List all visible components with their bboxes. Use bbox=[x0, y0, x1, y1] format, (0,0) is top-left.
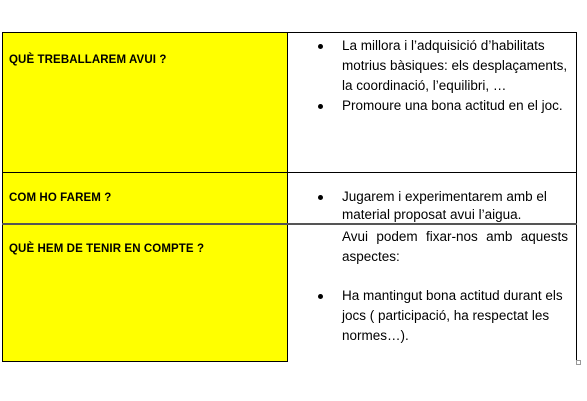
table-resize-handle[interactable] bbox=[576, 360, 581, 365]
bullet-list bbox=[288, 286, 576, 346]
row-label-cell bbox=[2, 33, 288, 172]
intro-text: Avui podem fixar-nos amb aquests aspectes: bbox=[342, 229, 568, 264]
bullet-list bbox=[288, 188, 576, 224]
table-row bbox=[2, 225, 577, 362]
bullet-icon bbox=[318, 294, 323, 299]
bullet-icon bbox=[318, 104, 323, 109]
row-label-consider: QUÈ HEM DE TENIR EN COMPTE ? bbox=[9, 243, 205, 255]
bullet-icon bbox=[318, 44, 323, 49]
row-label-cell bbox=[2, 225, 288, 362]
row-label-what: QUÈ TREBALLAREM AVUI ? bbox=[9, 54, 167, 66]
row-content-cell bbox=[288, 173, 577, 223]
table-row bbox=[2, 173, 577, 223]
row-content-cell bbox=[288, 33, 577, 172]
row-content-cell bbox=[288, 225, 577, 362]
list-item: Promoure una bona actitud en el joc. bbox=[288, 96, 576, 116]
row-label-how: COM HO FAREM ? bbox=[9, 192, 112, 204]
bullet-list bbox=[288, 36, 576, 116]
list-item: La millora i l’adquisició d’habilitats motrius bàsiques: els desplaçaments, la coordinació, l’equilibri, … bbox=[288, 36, 576, 96]
list-item: Jugarem i experimentarem amb el material proposat avui l’aigua. bbox=[288, 188, 576, 224]
lesson-plan-table bbox=[2, 32, 577, 362]
table-row bbox=[2, 33, 577, 172]
bullet-icon bbox=[318, 195, 323, 200]
row-label-cell bbox=[2, 173, 288, 223]
list-item: Ha mantingut bona actitud durant els jocs ( participació, ha respectat les normes…). bbox=[288, 286, 576, 346]
